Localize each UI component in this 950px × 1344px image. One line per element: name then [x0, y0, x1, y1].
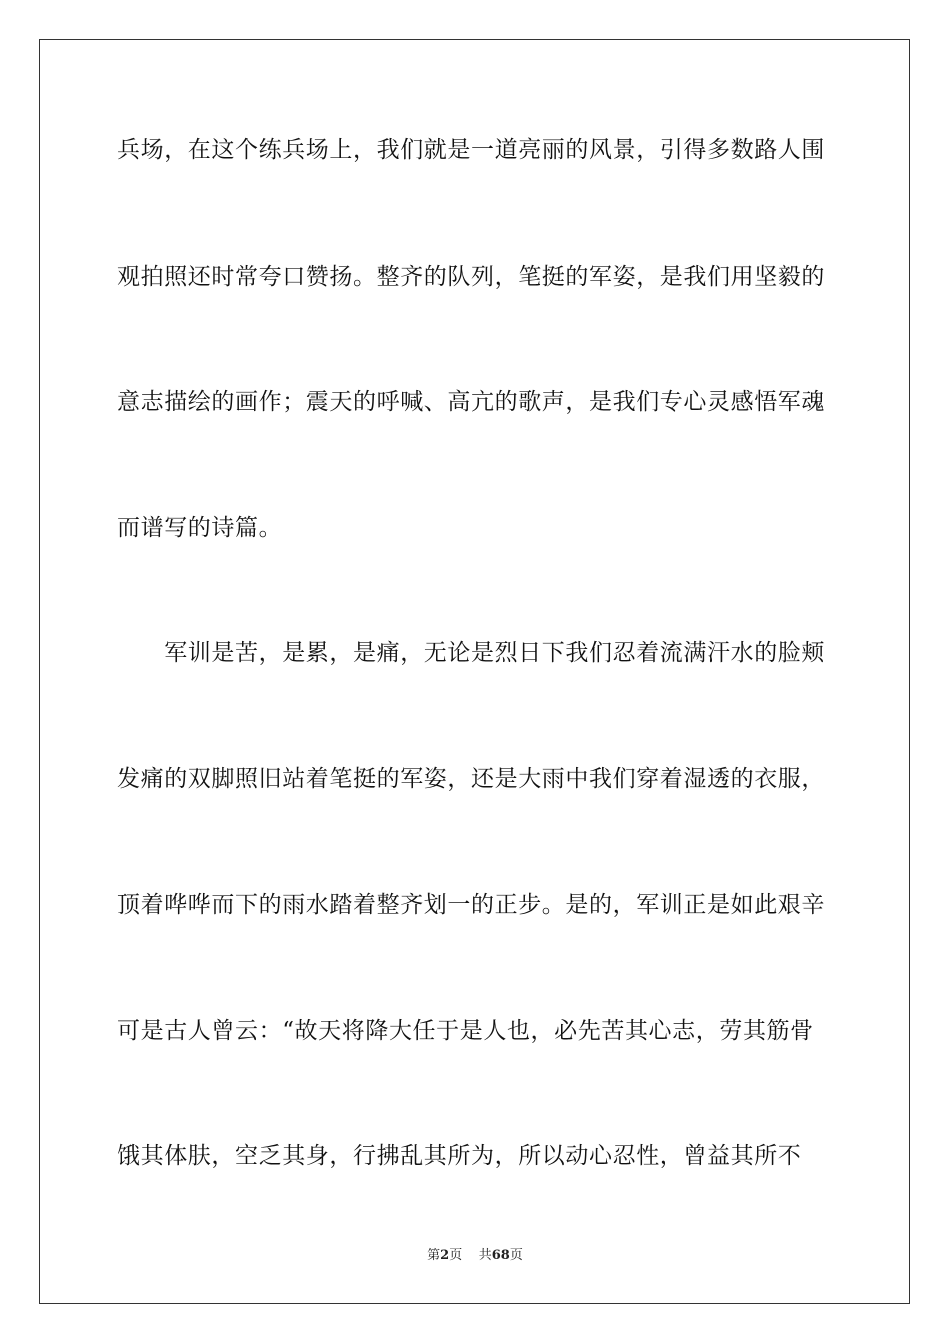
page-border [39, 39, 910, 1304]
body-text-line-9: 饿其体肤，空乏其身，行拂乱其所为，所以动心忍性，曾益其所不 [117, 1143, 802, 1169]
body-text-line-1: 兵场，在这个练兵场上，我们就是一道亮丽的风景，引得多数路人围 [117, 137, 825, 163]
page-footer [0, 1247, 950, 1265]
body-text-line-8: 可是古人曾云：“故天将降大任于是人也，必先苦其心志，劳其筋骨 [117, 1018, 814, 1044]
body-text-line-4: 而谱写的诗篇。 [117, 515, 283, 541]
body-text-line-7: 顶着哗哗而下的雨水踏着整齐划一的正步。是的，军训正是如此艰辛 [117, 892, 825, 918]
body-text-line-2: 观拍照还时常夸口赞扬。整齐的队列，笔挺的军姿，是我们用坚毅的 [117, 264, 825, 290]
footer-total-suffix: 页 [509, 1248, 523, 1263]
body-text-line-6: 发痛的双脚照旧站着笔挺的军姿，还是大雨中我们穿着湿透的衣服， [117, 766, 825, 792]
footer-page-suffix: 页 [449, 1248, 463, 1263]
footer-total-pages: 68 [491, 1248, 510, 1263]
body-text-line-3: 意志描绘的画作；震天的呼喊、高亢的歌声，是我们专心灵感悟军魂 [117, 389, 825, 415]
footer-page-prefix: 第 [427, 1248, 441, 1263]
body-text-line-5: 军训是苦，是累，是痛，无论是烈日下我们忍着流满汗水的脸颊 [117, 640, 825, 666]
footer-total-prefix: 共 [478, 1248, 492, 1263]
footer-page-number: 2 [440, 1248, 450, 1263]
